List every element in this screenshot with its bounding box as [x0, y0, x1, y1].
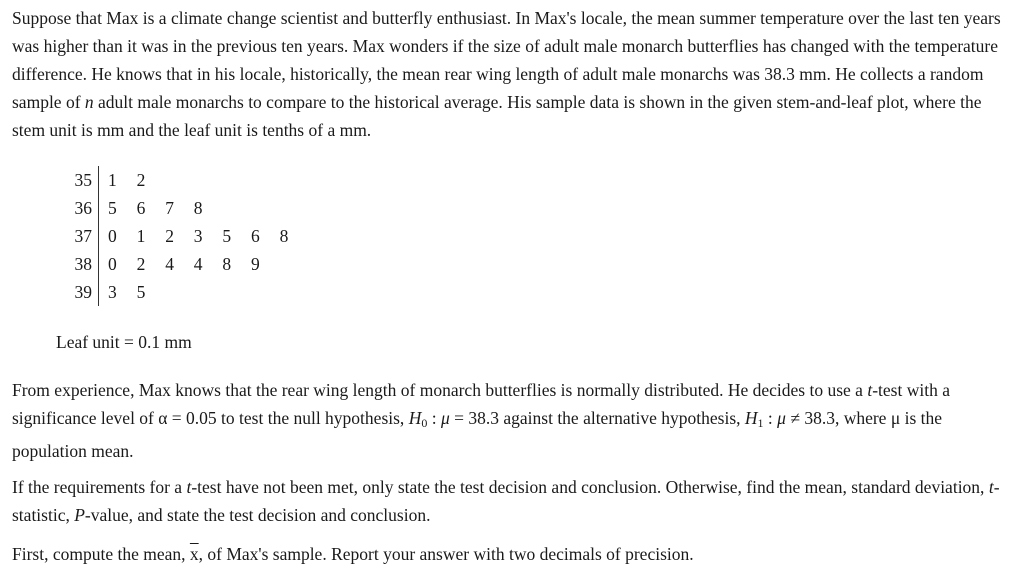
null-hypothesis-subscript: 0 — [421, 416, 428, 430]
text: From experience, Max knows that the rear wing length of monarch butterflies is normally distributed. He decides to use a — [12, 380, 868, 400]
stem-divider — [98, 194, 99, 222]
intro-text-2: adult male monarchs to compare to the historical average. His sample data is shown in the given stem-and-leaf plot, where the stem unit is mm and the leaf unit is tenths of a mm. — [12, 92, 982, 140]
t-variable: t — [186, 477, 192, 497]
question-prompt — [12, 540, 1012, 568]
stem-value: 35 — [74, 170, 92, 190]
stem-divider — [98, 222, 99, 250]
text: , of Max's sample. Report your answer with two decimals of precision. — [198, 544, 694, 564]
null-hypothesis-symbol: H — [408, 408, 422, 428]
text: -test with a significance level of α = 0.05 to test the null hypothesis, — [12, 380, 950, 428]
leaf: 4 — [193, 254, 203, 274]
stem-value: 38 — [74, 254, 92, 274]
leaf-values — [108, 250, 280, 278]
sample-size-variable: n — [84, 92, 94, 112]
leaf: 8 — [222, 254, 232, 274]
text: If the requirements for a — [12, 477, 187, 497]
leaf-values — [108, 194, 222, 222]
p-variable: P — [74, 505, 85, 525]
t-variable: t — [867, 380, 873, 400]
leaf: 2 — [136, 254, 146, 274]
text: = 38.3 against the alternative hypothesis, — [449, 408, 745, 428]
leaf: 6 — [136, 198, 146, 218]
leaf-values — [108, 166, 165, 194]
leaf: 4 — [165, 254, 174, 274]
alternative-hypothesis-subscript: 1 — [757, 416, 764, 430]
leaf: 2 — [165, 226, 174, 246]
leaf: 9 — [250, 254, 260, 274]
stem-value: 37 — [74, 226, 92, 246]
text: -test have not been met, only state the test decision and conclusion. Otherwise, find the mean, standard deviation, — [191, 477, 989, 497]
leaf: 3 — [193, 226, 203, 246]
stem-value: 39 — [74, 282, 92, 302]
stem-value: 36 — [74, 198, 92, 218]
leaf-unit-label: Leaf unit = 0.1 mm — [56, 332, 192, 352]
text: : — [763, 408, 778, 428]
mu-symbol: μ — [440, 408, 450, 428]
t-variable: t — [988, 477, 994, 497]
leaf: 8 — [279, 226, 289, 246]
leaf: 2 — [136, 170, 146, 190]
leaf: 5 — [222, 226, 232, 246]
leaf: 6 — [250, 226, 260, 246]
leaf: 1 — [136, 226, 146, 246]
x-bar-symbol: $\overline{x}$ — [189, 544, 199, 564]
leaf: 8 — [193, 198, 203, 218]
text: -value, and state the test decision and conclusion. — [84, 505, 431, 525]
text: -statistic, — [12, 477, 1000, 525]
leaf: 5 — [108, 198, 117, 218]
leaf: 5 — [136, 282, 146, 302]
leaf: 0 — [108, 226, 117, 246]
hypothesis-paragraph — [12, 376, 1012, 465]
leaf: 3 — [108, 282, 117, 302]
stem-divider — [98, 166, 99, 194]
leaf: 0 — [108, 254, 117, 274]
leaf: 1 — [108, 170, 117, 190]
text: First, compute the mean, — [12, 544, 190, 564]
mu-symbol: μ — [777, 408, 786, 428]
text: : — [427, 408, 441, 428]
text: ≠ 38.3, where μ is the population mean. — [12, 408, 943, 461]
alternative-hypothesis-symbol: H — [744, 408, 758, 428]
leaf-values — [108, 278, 165, 306]
intro-text-1: Suppose that Max is a climate change scientist and butterfly enthusiast. In Max's locale, the mean summer temperature over the last ten years was higher than it was in the previous ten years. Max wonders if the size of adult male monarch butterflies has changed with the temperature difference. He knows that in his locale, historically, the mean rear wing length of adult male monarchs was 38.3 mm. He collects a random sample of — [12, 8, 1001, 112]
problem-intro — [12, 4, 1012, 144]
stem-divider — [98, 278, 99, 306]
requirements-paragraph — [12, 473, 1012, 529]
leaf: 7 — [165, 198, 174, 218]
stem-divider — [98, 250, 99, 278]
leaf-values — [108, 222, 308, 250]
